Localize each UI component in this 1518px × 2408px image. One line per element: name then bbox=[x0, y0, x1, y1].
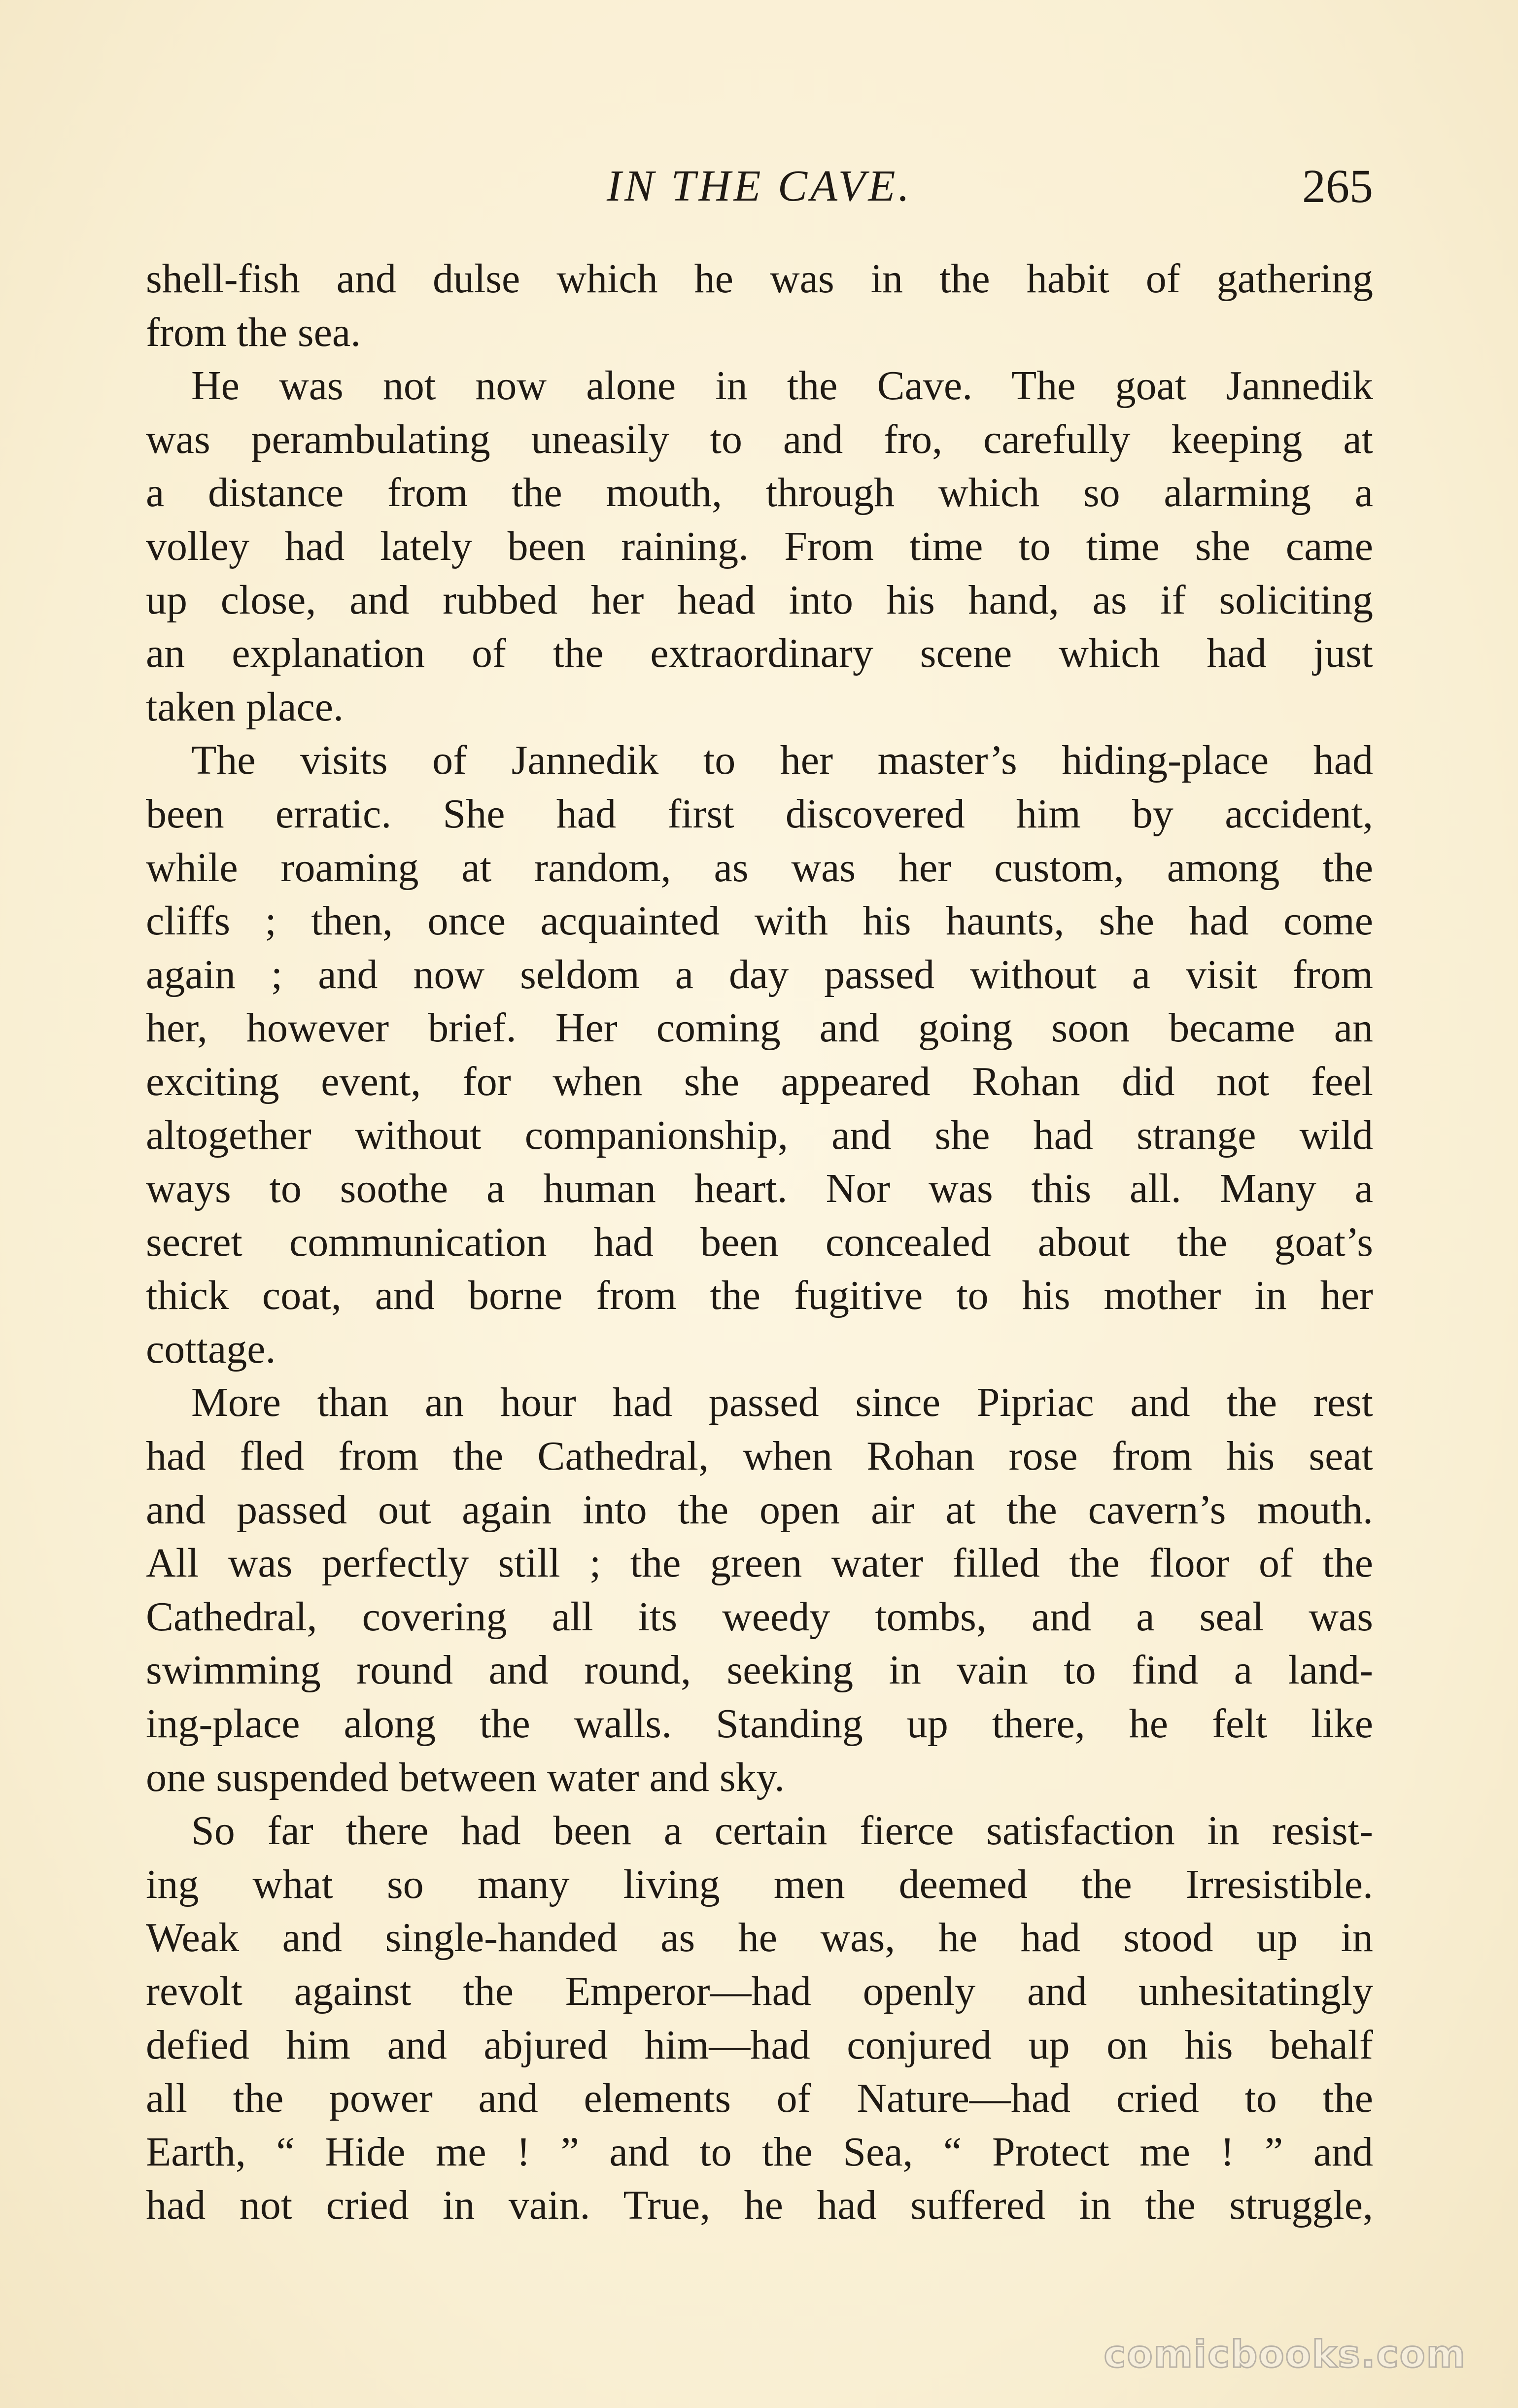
text-line: All was perfectly still ; the green water filled the floor of the bbox=[146, 1540, 1373, 1586]
text-line: and passed out again into the open air at the cavern’s mouth. bbox=[146, 1486, 1373, 1533]
text-line: while roaming at random, as was her custom, among the bbox=[146, 844, 1373, 891]
text-line: More than an hour had passed since Pipriac and the rest bbox=[191, 1379, 1373, 1426]
running-title: IN THE CAVE. bbox=[607, 162, 912, 210]
text-line: swimming round and round, seeking in vain to find a land- bbox=[146, 1647, 1373, 1693]
text-line: So far there had been a certain fierce satisfaction in resist- bbox=[191, 1808, 1373, 1854]
text-line: ing-place along the walls. Standing up there, he felt like bbox=[146, 1701, 1373, 1747]
text-line: ways to soothe a human heart. Nor was this all. Many a bbox=[146, 1166, 1373, 1212]
text-line: The visits of Jannedik to her master’s hiding-place had bbox=[191, 737, 1373, 784]
page-number: 265 bbox=[1302, 160, 1373, 212]
running-header bbox=[146, 157, 1373, 216]
text-line: cottage. bbox=[146, 1326, 276, 1372]
text-line: Weak and single-handed as he was, he had stood up in bbox=[146, 1915, 1373, 1961]
text-line: altogether without companionship, and she had strange wild bbox=[146, 1112, 1373, 1158]
text-line: up close, and rubbed her head into his hand, as if soliciting bbox=[146, 577, 1373, 623]
body-text bbox=[146, 252, 1373, 2233]
text-line: a distance from the mouth, through which so alarming a bbox=[146, 470, 1373, 516]
text-line: had not cried in vain. True, he had suffered in the struggle, bbox=[146, 2182, 1373, 2229]
text-line: an explanation of the extraordinary scene which had just bbox=[146, 630, 1373, 677]
watermark-text: comicbooks.com bbox=[1104, 2332, 1466, 2376]
text-line: Cathedral, covering all its weedy tombs, and a seal was bbox=[146, 1593, 1373, 1640]
text-line: from the sea. bbox=[146, 309, 361, 355]
text-line: was perambulating uneasily to and fro, carefully keeping at bbox=[146, 416, 1373, 462]
text-line: had fled from the Cathedral, when Rohan rose from his seat bbox=[146, 1433, 1373, 1479]
text-line: Earth, “ Hide me ! ” and to the Sea, “ Protect me ! ” and bbox=[146, 2129, 1373, 2175]
text-line: shell-fish and dulse which he was in the habit of gathering bbox=[146, 256, 1373, 302]
text-line: taken place. bbox=[146, 684, 344, 730]
text-line: volley had lately been raining. From time to time she came bbox=[146, 523, 1373, 569]
text-line: cliffs ; then, once acquainted with his haunts, she had come bbox=[146, 898, 1373, 944]
text-line: defied him and abjured him—had conjured up on his behalf bbox=[146, 2022, 1373, 2068]
text-line: one suspended between water and sky. bbox=[146, 1754, 785, 1800]
text-line: exciting event, for when she appeared Rohan did not feel bbox=[146, 1058, 1373, 1104]
text-line: all the power and elements of Nature—had cried to the bbox=[146, 2075, 1373, 2122]
text-line: secret communication had been concealed about the goat’s bbox=[146, 1219, 1373, 1265]
text-line: ing what so many living men deemed the Irresistible. bbox=[146, 1861, 1373, 1907]
text-line: again ; and now seldom a day passed without a visit from bbox=[146, 951, 1373, 998]
text-line: He was not now alone in the Cave. The goat Jannedik bbox=[191, 363, 1373, 409]
text-line: her, however brief. Her coming and going soon became an bbox=[146, 1005, 1373, 1051]
text-line: thick coat, and borne from the fugitive to his mother in her bbox=[146, 1273, 1373, 1319]
text-line: been erratic. She had first discovered him by accident, bbox=[146, 791, 1373, 837]
text-line: revolt against the Emperor—had openly and unhesitatingly bbox=[146, 1968, 1373, 2014]
